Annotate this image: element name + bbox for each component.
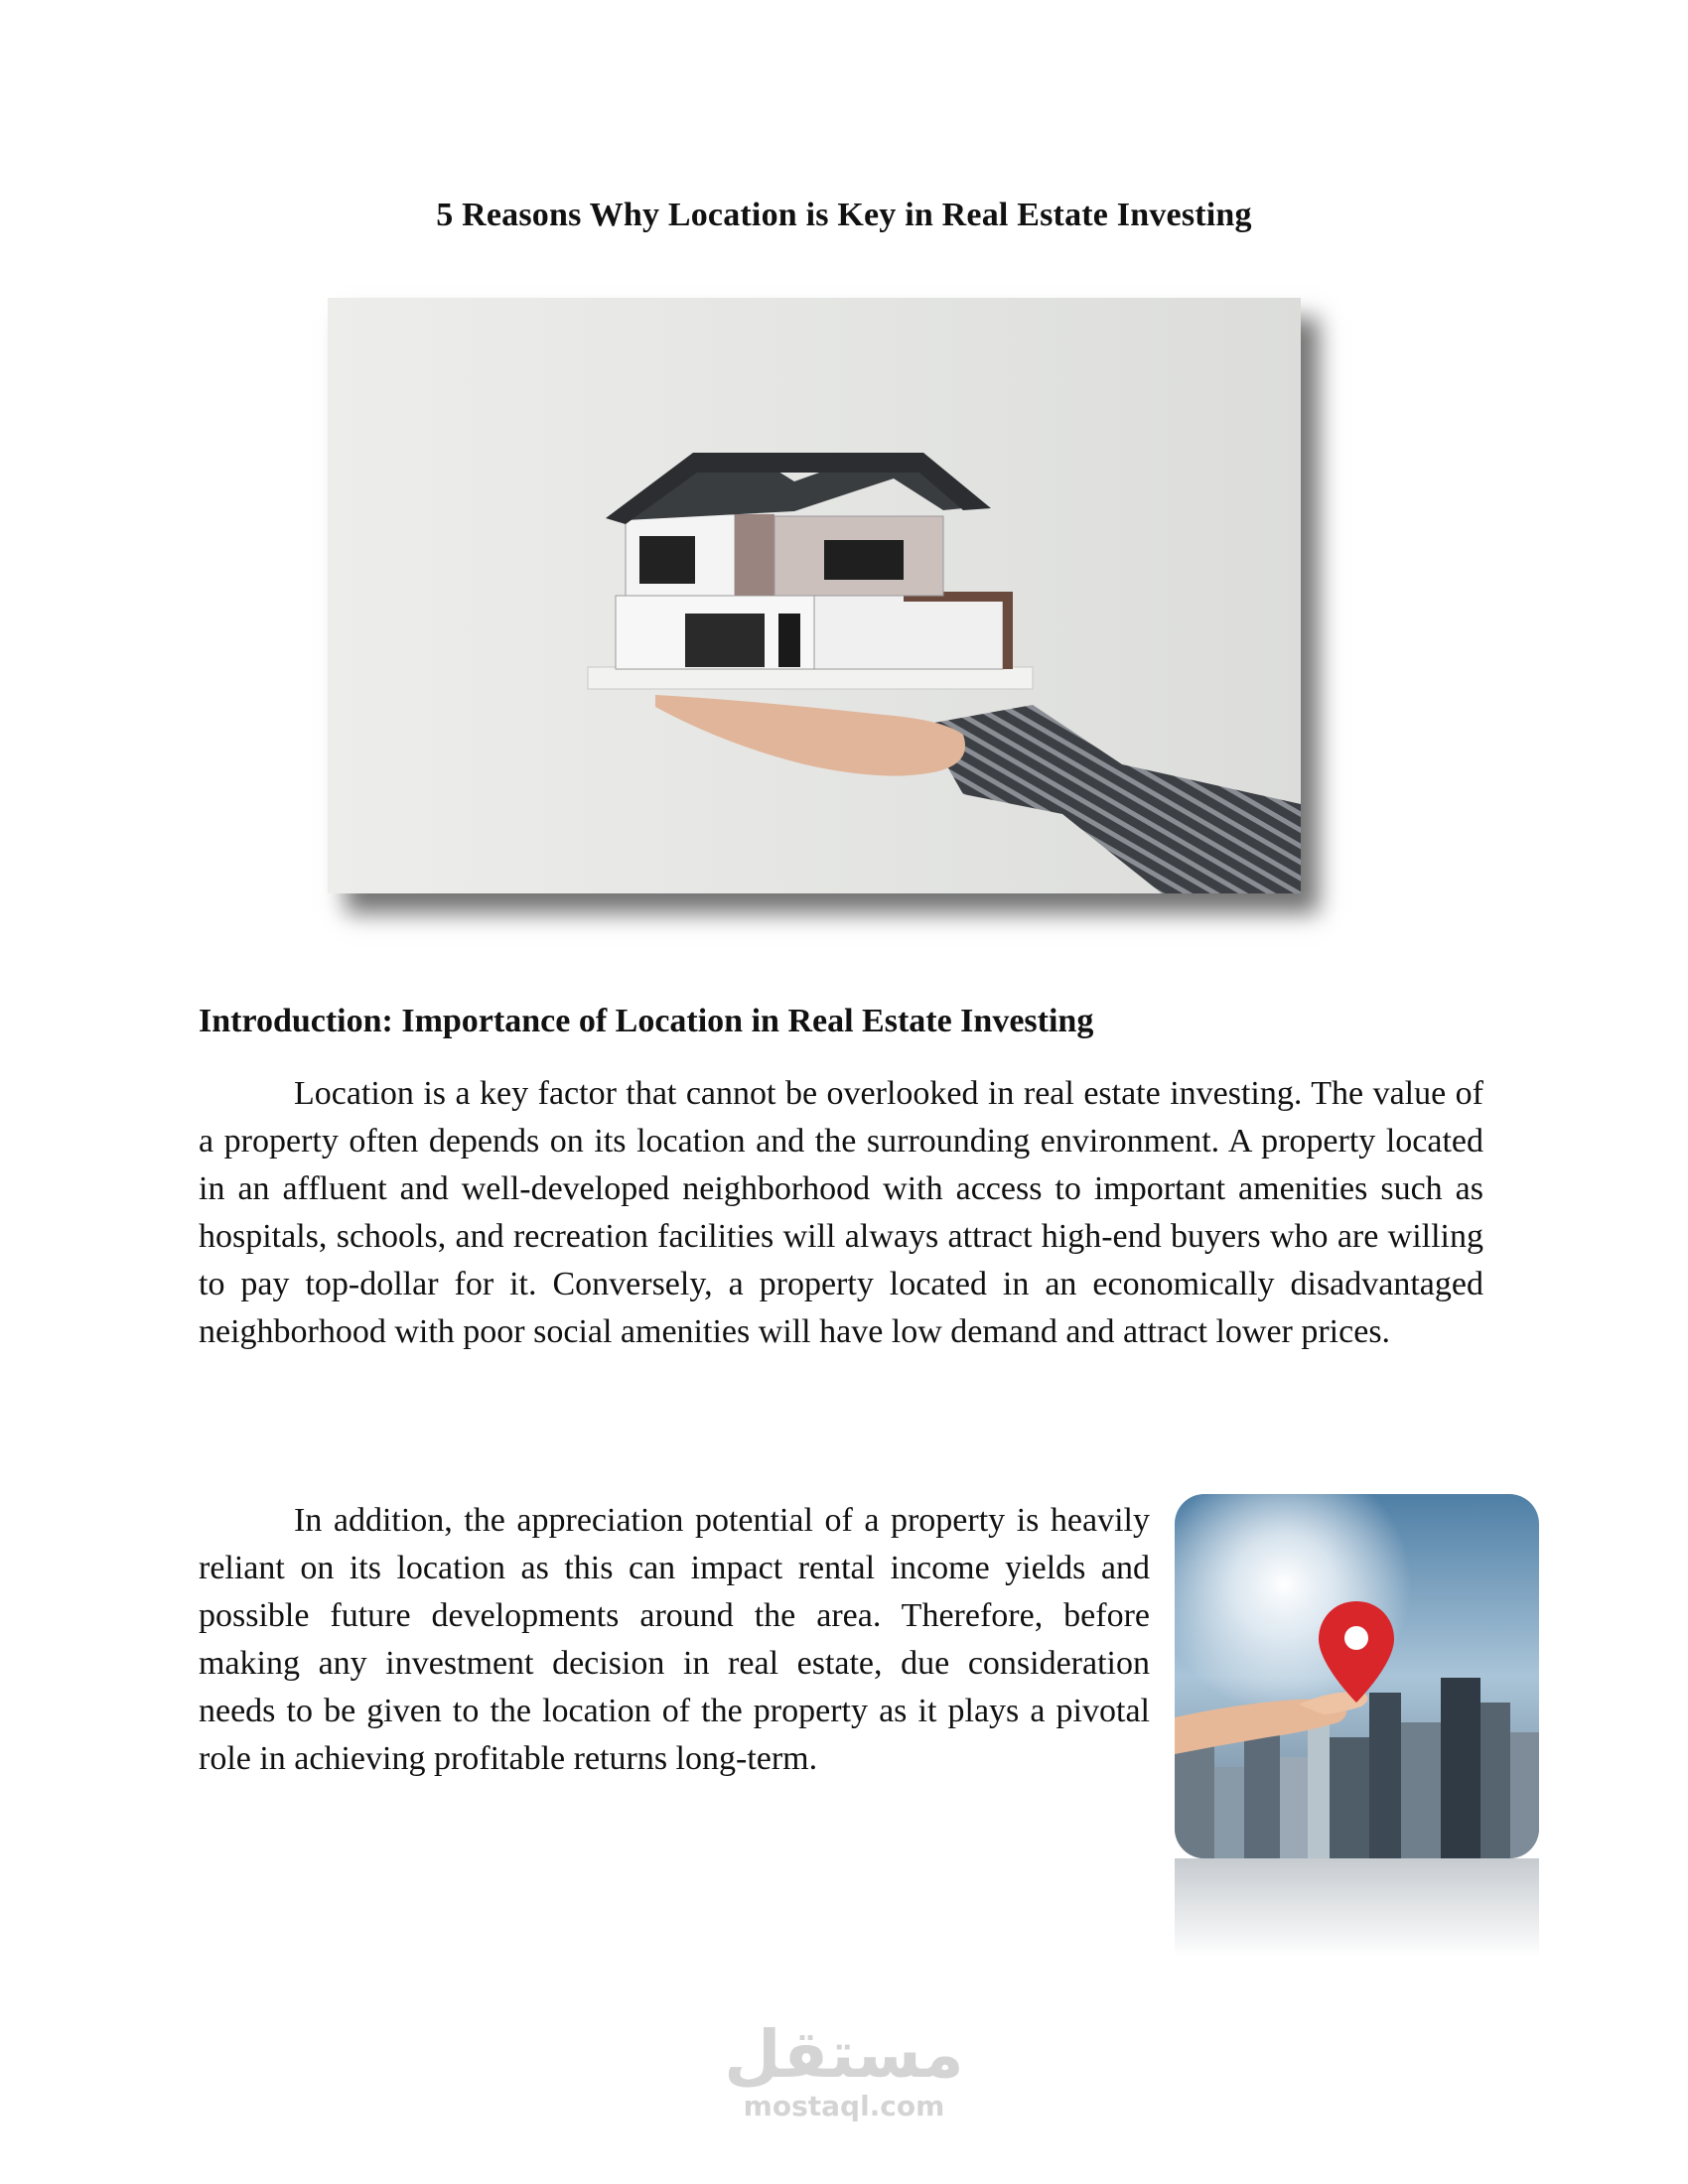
intro-paragraph-1: Location is a key factor that cannot be overlooked in real estate investing. The value of a property often depends on its location and the surrounding environment. A property located in an affluent and well-developed neighborhood with access to important amenities such as hospitals, schools, and recreation facilities will always attract high-end buyers who are willing to pay top-dollar for it. Conversely, a property located in an economically disadvantaged neighborhood with poor social amenities will have low demand and attract lower prices. <box>199 1075 1483 1350</box>
watermark-arabic: مستقل <box>724 2016 964 2093</box>
watermark-latin: mostaql.com <box>743 2090 945 2122</box>
mostaql-watermark <box>0 2016 1688 2123</box>
location-pin-photo <box>1175 1494 1539 1858</box>
location-pin-reflection <box>1175 1858 1539 1958</box>
house-model-photo <box>328 298 1301 893</box>
intro-heading: Introduction: Importance of Location in Real Estate Investing <box>199 1003 1094 1039</box>
intro-paragraph-2: In addition, the appreciation potential of a property is heavily reliant on its location as this can impact rental income yields and possible future developments around the area. Therefore, before making any investment decision in real estate, due consideration needs to be given to the location of the property as it plays a pivotal role in achieving profitable returns long-term. <box>199 1502 1150 1777</box>
house-model-illustration <box>328 298 1301 893</box>
location-pin-illustration <box>1175 1494 1539 1858</box>
document-title: 5 Reasons Why Location is Key in Real Estate Investing <box>436 197 1252 233</box>
